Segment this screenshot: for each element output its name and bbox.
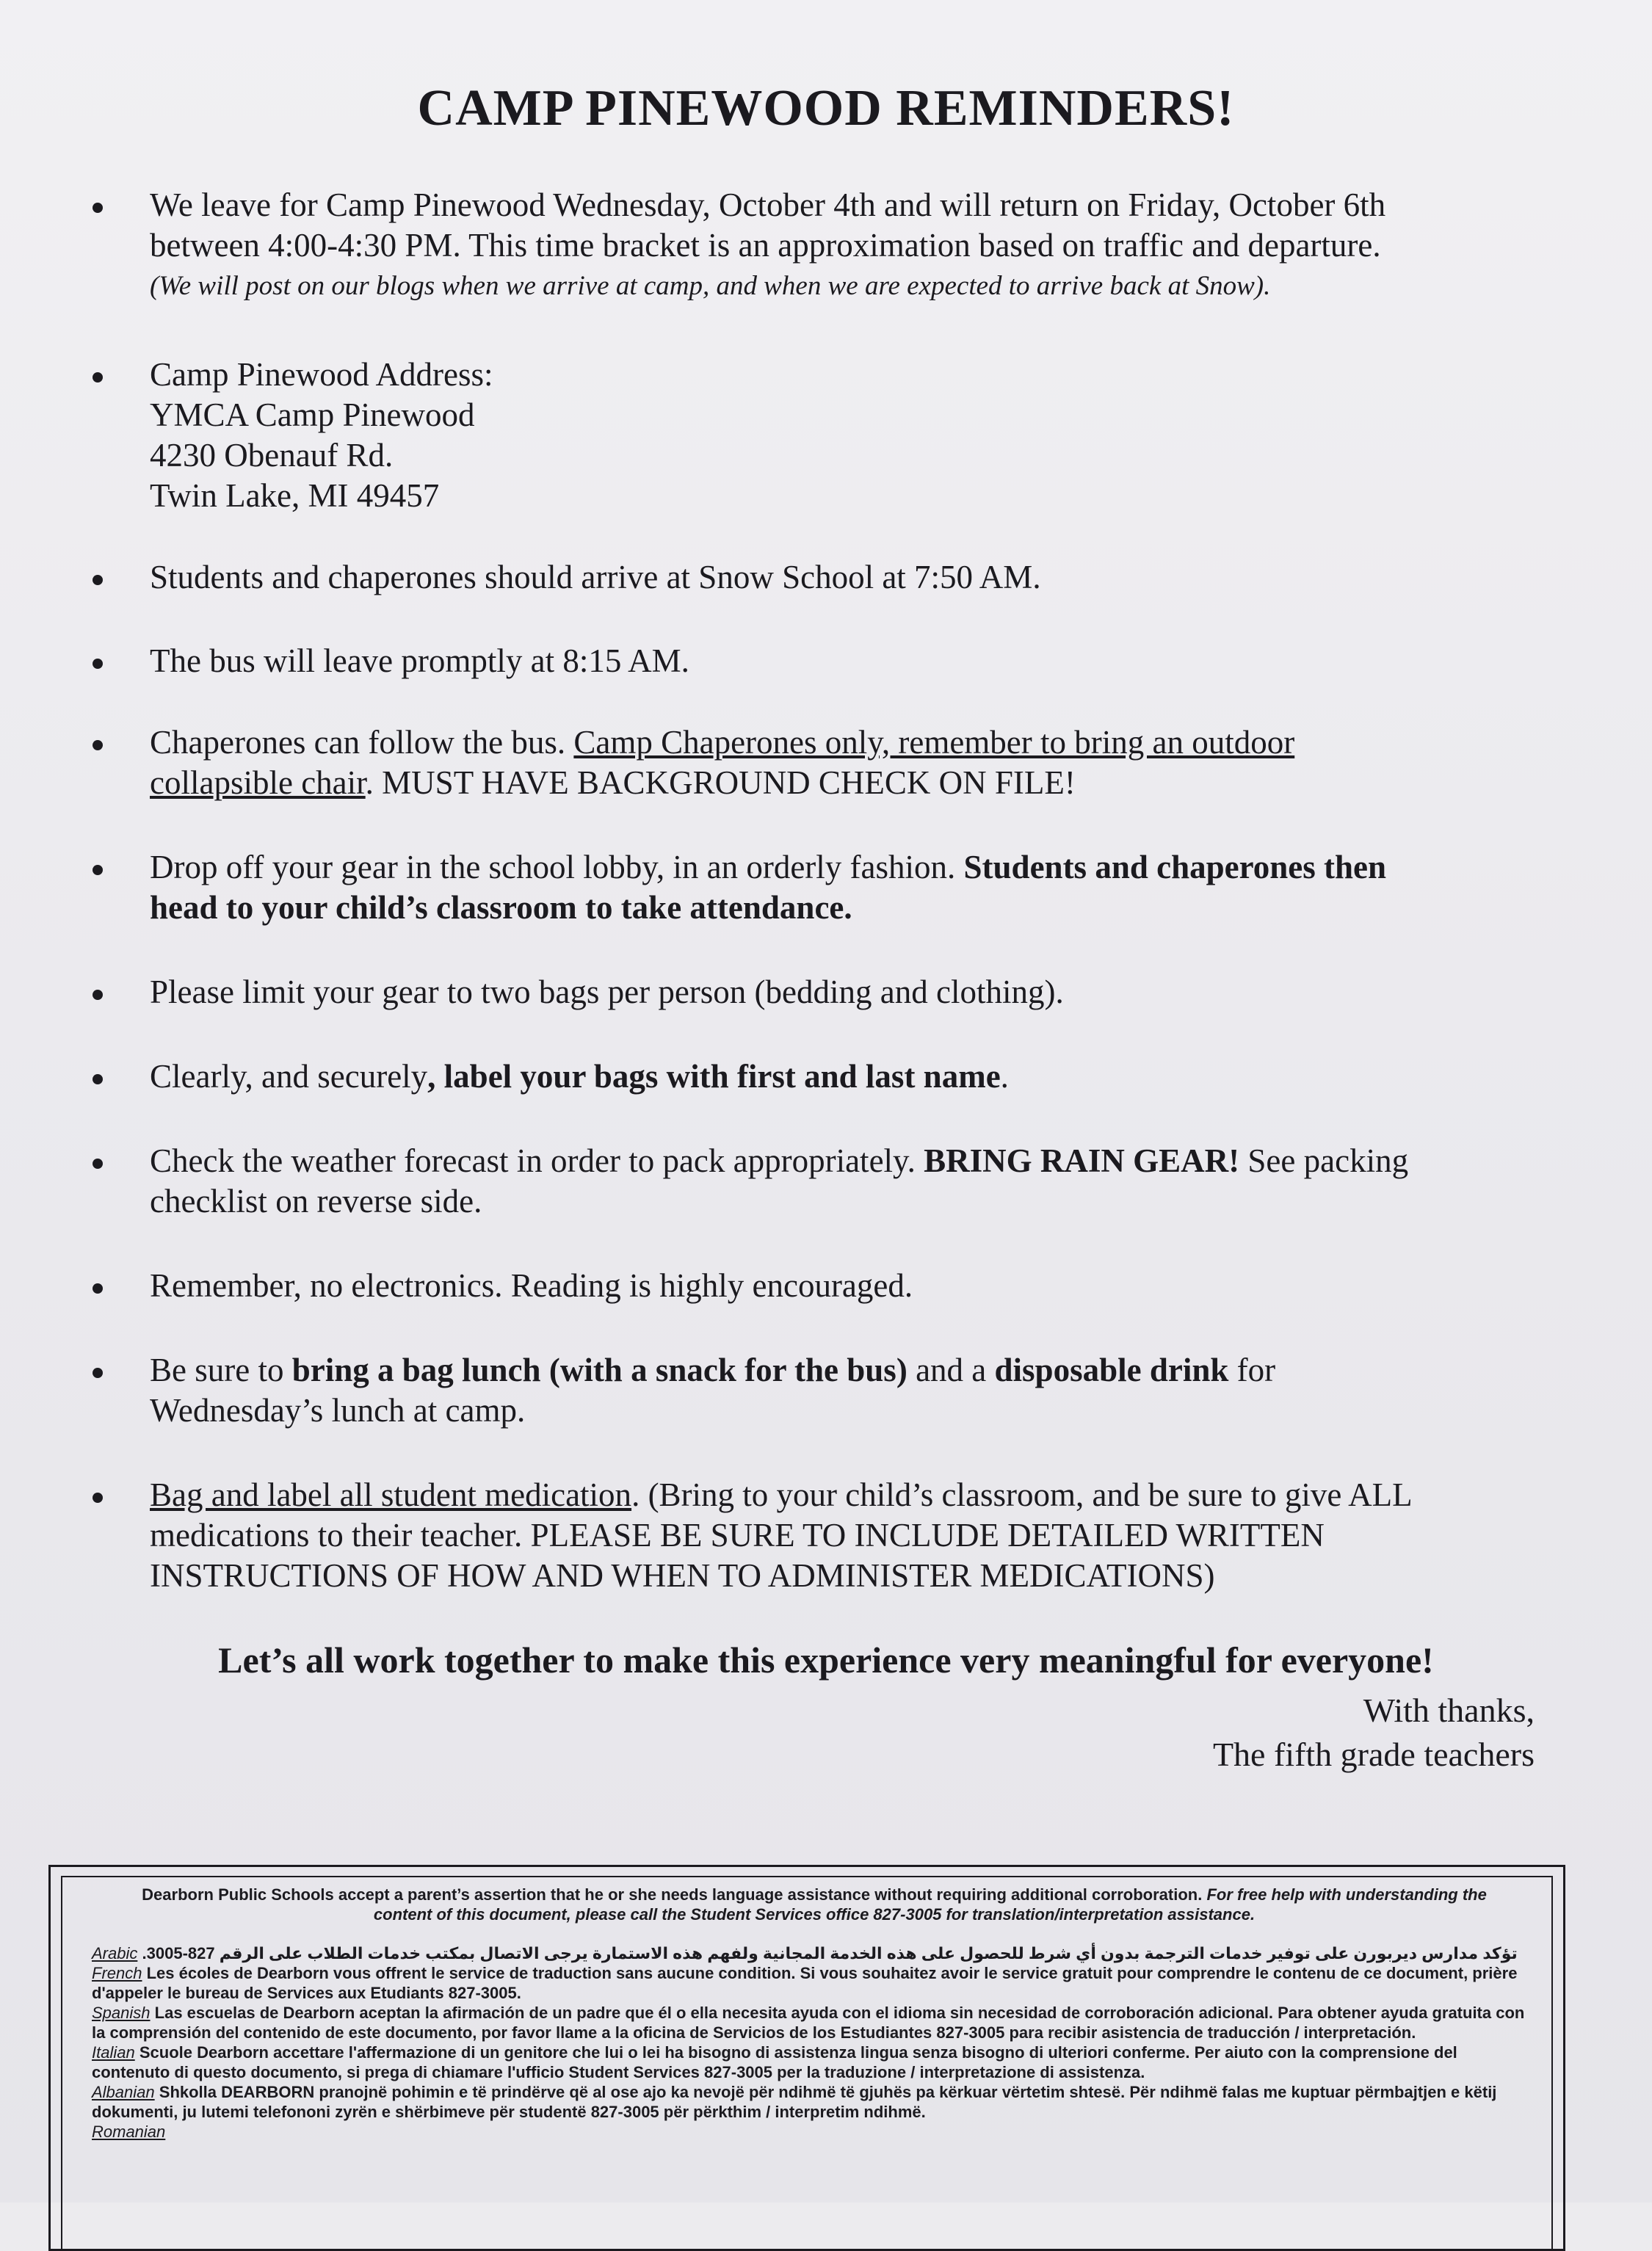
item-text: for — [1228, 1352, 1276, 1388]
address-heading: Camp Pinewood Address: — [150, 356, 493, 393]
item-text: Drop off your gear in the school lobby, in an orderly fashion. — [150, 849, 964, 885]
bullet-icon — [93, 1283, 103, 1294]
list-item — [87, 1056, 1555, 1097]
language-name: Albanian — [92, 2083, 155, 2101]
item-text: See packing — [1239, 1142, 1409, 1179]
address-line: YMCA Camp Pinewood — [150, 396, 475, 433]
item-note: (We will post on our blogs when we arrive at camp, and when we are expected to arrive back at Snow). — [150, 271, 1271, 301]
language-text: Les écoles de Dearborn vous offrent le service de traduction sans aucune condition. Si vous souhaitez avoir le service gratuit pour comprendre le contenu de ce document, prière d'appeler le bureau de Services aux Etudiants 827-3005. — [92, 1964, 1518, 2002]
notice-heading-text: Dearborn Public Schools accept a parent’s assertion that he or she needs language assistance without requiring additional corroboration. — [142, 1885, 1203, 1904]
item-text: Clearly, and securely — [150, 1058, 428, 1095]
item-text: Chaperones can follow the bus. — [150, 724, 574, 761]
item-text: Check the weather forecast in order to pack appropriately. — [150, 1142, 924, 1179]
bullet-icon — [93, 990, 103, 1000]
bullet-icon — [93, 865, 103, 875]
language-text: Shkolla DEARBORN pranojnë pohimin e të prindërve që al ose ajo ka nevojë për ndihmë të gjuhës pa kërkuar vërtetim shtesë. Për ndihmë falas me kuptuar përmbajtjen e këtij dokumenti, ju lutemi telefononi zyrën e shërbimeve për studentë 827-3005 për përkthim / interpretim ndihmë. — [92, 2083, 1497, 2121]
notice-romanian — [92, 2122, 1537, 2142]
bullet-icon — [93, 659, 103, 669]
item-text: The bus will leave promptly at 8:15 AM. — [150, 642, 689, 679]
reminder-list — [87, 185, 1555, 1596]
page-title: CAMP PINEWOOD REMINDERS! — [417, 80, 1235, 137]
underlined-text: Camp Chaperones only, remember to bring an outdoor — [573, 724, 1295, 761]
item-text: and a — [907, 1352, 995, 1388]
underlined-text: Bag and label all student medication — [150, 1476, 632, 1513]
list-item — [87, 1350, 1555, 1431]
bold-text: head to your child’s classroom to take attendance. — [150, 889, 852, 926]
item-text: between 4:00-4:30 PM. This time bracket is an approximation based on traffic and departure. — [150, 227, 1381, 264]
language-assistance-notice — [48, 1865, 1565, 2251]
list-item — [87, 1141, 1555, 1222]
language-name: French — [92, 1964, 142, 1982]
item-text: . MUST HAVE BACKGROUND CHECK ON FILE! — [365, 764, 1076, 801]
language-name: Romanian — [92, 2123, 166, 2141]
list-item — [87, 722, 1555, 803]
language-text: Scuole Dearborn accettare l'affermazione di un genitore che lui o lei ha bisogno di assistenza lingua senza bisogno di ulteriori conferme. Per aiuto con la comprensione del contenuto di questo documento, si prega di chiamare l'ufficio Student Services 827-3005 per la traduzione / interpretazione di assistenza. — [92, 2043, 1457, 2081]
notice-inner-box — [61, 1876, 1553, 2249]
item-text: Students and chaperones should arrive at Snow School at 7:50 AM. — [150, 559, 1041, 595]
item-text: Please limit your gear to two bags per person (bedding and clothing). — [150, 974, 1064, 1010]
signoff-signature: The fifth grade teachers — [1212, 1736, 1535, 1773]
notice-arabic — [92, 1943, 1537, 1963]
notice-heading — [92, 1885, 1537, 1924]
list-item — [87, 641, 1555, 681]
underlined-text: collapsible chair — [150, 764, 366, 801]
item-text: INSTRUCTIONS OF HOW AND WHEN TO ADMINISTER MEDICATIONS) — [150, 1557, 1215, 1594]
item-text: Wednesday’s lunch at camp. — [150, 1392, 526, 1429]
bold-text: , label your bags with first and last name — [427, 1058, 1001, 1095]
bullet-icon — [93, 372, 103, 383]
list-item — [87, 557, 1555, 598]
bold-text: Students and chaperones then — [963, 849, 1387, 885]
notice-french — [92, 1963, 1537, 2003]
address-line: 4230 Obenauf Rd. — [150, 437, 394, 474]
list-item — [87, 1475, 1555, 1596]
item-text: Be sure to — [150, 1352, 292, 1388]
bullet-icon — [93, 1493, 103, 1503]
address-line: Twin Lake, MI 49457 — [150, 477, 440, 514]
bold-text: disposable drink — [994, 1352, 1229, 1388]
language-text: تؤكد مدارس ديربورن على توفير خدمات الترجمة بدون أي شرط للحصول على هذه الخدمة المجانية ولفهم هذه الاستمارة يرجى الاتصال بمكتب خدمات الطلاب على الرقم 827-3005. — [142, 1944, 1518, 1962]
list-item — [87, 1266, 1555, 1306]
bullet-icon — [93, 575, 103, 585]
item-text: We leave for Camp Pinewood Wednesday, October 4th and will return on Friday, October 6th — [150, 186, 1386, 223]
item-text: . — [1000, 1058, 1009, 1095]
list-item — [87, 847, 1555, 928]
bullet-icon — [93, 1159, 103, 1169]
list-item — [87, 972, 1555, 1012]
bullet-icon — [93, 203, 103, 213]
language-name: Italian — [92, 2043, 135, 2062]
notice-spanish — [92, 2003, 1537, 2042]
notice-italian — [92, 2042, 1537, 2082]
language-name: Spanish — [92, 2004, 151, 2022]
item-text: . (Bring to your child’s classroom, and be sure to give ALL — [631, 1476, 1413, 1513]
bullet-icon — [93, 740, 103, 750]
bullet-icon — [93, 1368, 103, 1378]
list-item — [87, 185, 1555, 306]
signoff-line: With thanks, — [1363, 1692, 1535, 1729]
notice-albanian — [92, 2082, 1537, 2122]
language-name: Arabic — [92, 1944, 138, 1962]
closing-statement: Let’s all work together to make this experience very meaningful for everyone! — [218, 1639, 1434, 1681]
item-text: checklist on reverse side. — [150, 1183, 482, 1219]
bold-text: BRING RAIN GEAR! — [924, 1142, 1240, 1179]
item-text: medications to their teacher. PLEASE BE SURE TO INCLUDE DETAILED WRITTEN — [150, 1517, 1325, 1554]
signoff — [1213, 1689, 1535, 1777]
bullet-icon — [93, 1074, 103, 1084]
notice-heading-help: For free help with understanding the content of this document, please call the Student Services office 827-3005 for translation/interpretation assistance. — [373, 1885, 1487, 1924]
bold-text: bring a bag lunch (with a snack for the bus) — [291, 1352, 907, 1388]
list-item — [87, 355, 1555, 516]
item-text: Remember, no electronics. Reading is highly encouraged. — [150, 1267, 913, 1304]
language-text: Las escuelas de Dearborn aceptan la afirmación de un padre que él o ella necesita ayuda con el idioma sin necesidad de corroboración adicional. Para obtener ayuda gratuita con la comprensión del contenido de este documento, por favor llame a la oficina de Servicios de los Estudiantes 827-3005 para recibir asistencia de traducción / interpretación. — [92, 2004, 1525, 2042]
